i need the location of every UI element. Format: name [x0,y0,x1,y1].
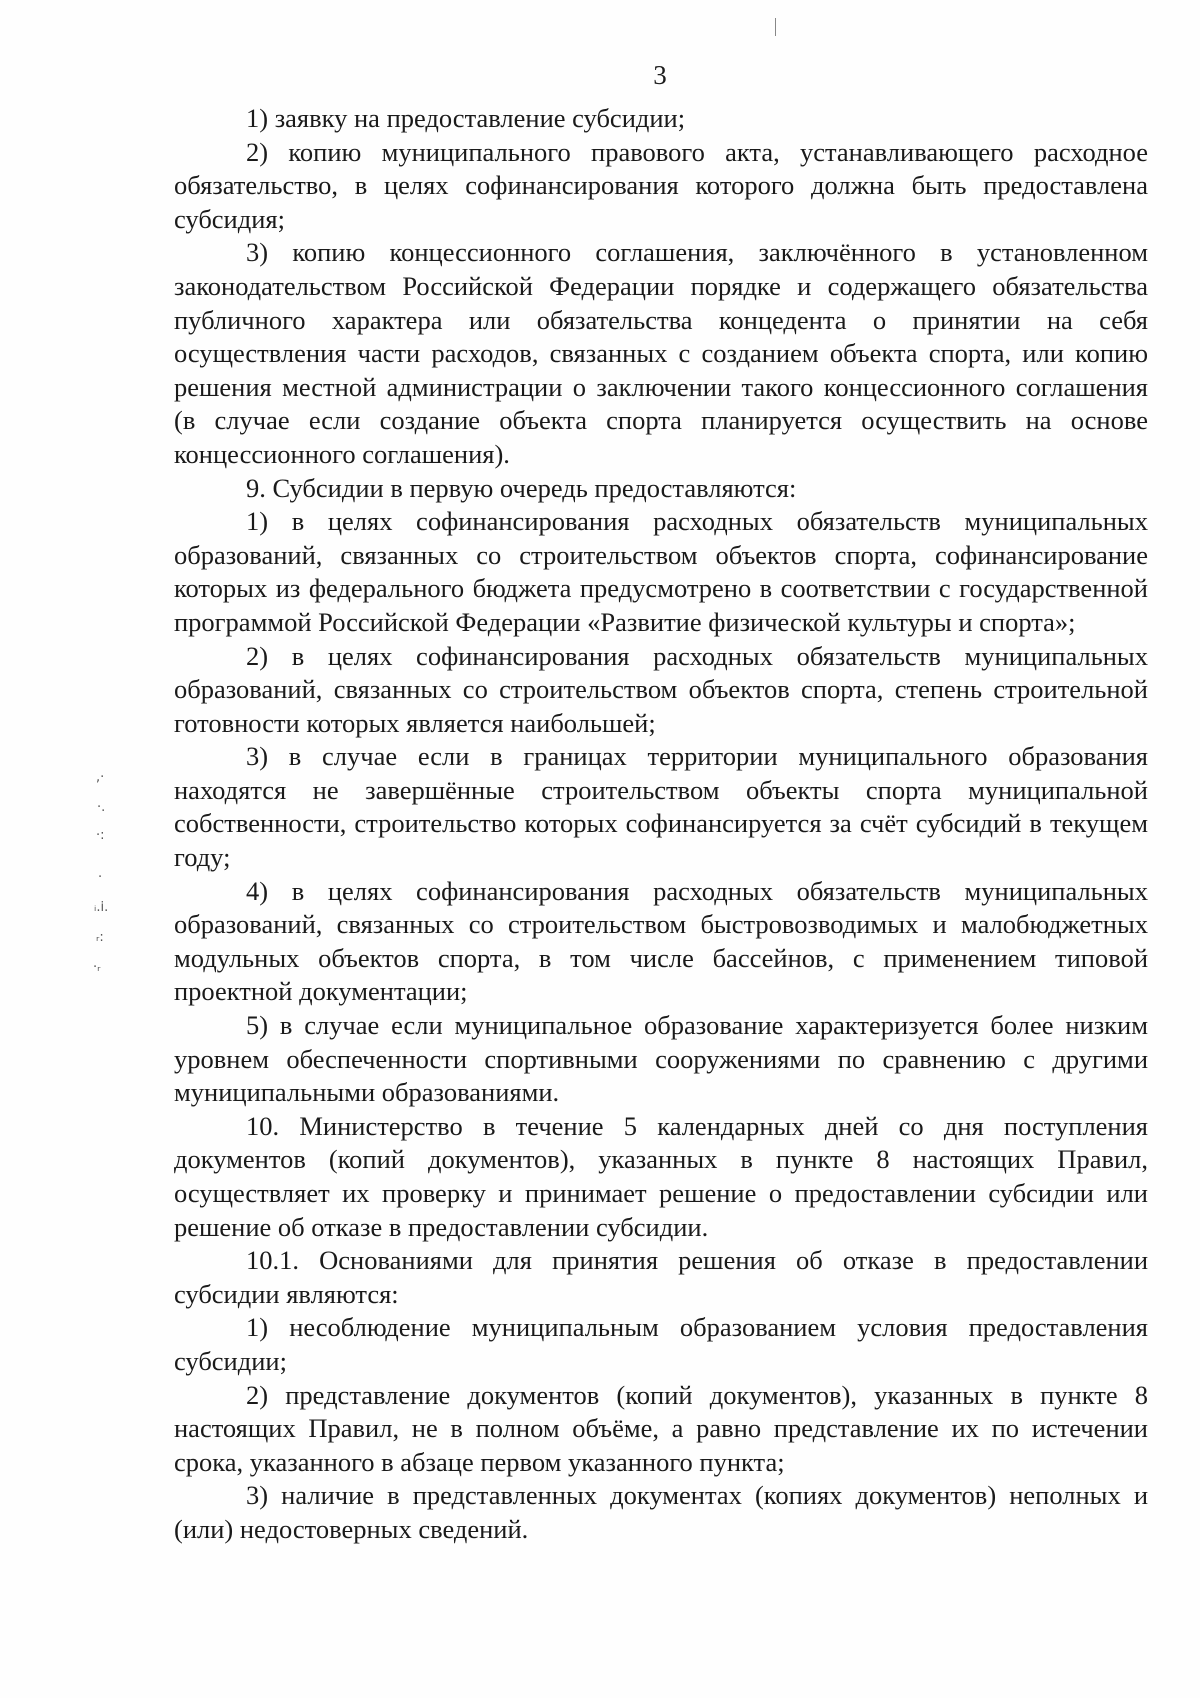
paragraph-clause-9-item-3: 3) в случае если в границах территории муниципального образования находятся не завершённые строительством объекты спорта муниципальной собственности, строительство которых софинансируется за счёт субсидий в текущем году; [174,741,1148,873]
paragraph-clause-9-item-5: 5) в случае если муниципальное образование характеризуется более низким уровнем обеспеченности спортивными сооружениями по сравнению с другими муниципальными образованиями. [174,1010,1148,1108]
scan-artifact: ·: [96,828,105,843]
paragraph-clause-10: 10. Министерство в течение 5 календарных дней со дня поступления документов (копий документов), указанных в пункте 8 настоящих Правил, осуществляет их проверку и принимает решение о предоставлении субсидии или решение об отказе в предоставлении субсидии. [174,1110,1148,1242]
scan-artifact: ,· [96,770,105,785]
paragraph-clause-10-1-item-3: 3) наличие в представленных документах (копиях документов) неполных и (или) недостоверных сведений. [174,1480,1148,1544]
paragraph-item-2-legal-act: 2) копию муниципального правового акта, устанавливающего расходное обязательство, в целях софинансирования которого должна быть предоставлена субсидия; [174,136,1148,234]
paragraph-clause-10-1-item-2: 2) представление документов (копий документов), указанных в пункте 8 настоящих Правил, не в полном объёме, а равно представление их по истечении срока, указанного в абзаце первом указанного пункта; [174,1379,1148,1477]
scan-artifact: ᵢ.i. [94,900,109,915]
scan-artifact: ·. [97,800,106,815]
paragraph-clause-9-item-1: 1) в целях софинансирования расходных обязательств муниципальных образований, связанных со строительством объектов спорта, софинансирование которых из федерального бюджета предусмотрено в соответствии с государственной программой Российской Федерации «Развитие физической культуры и спорта»; [174,506,1148,637]
scan-artifact: · [98,870,103,885]
paragraph-clause-10-1-item-1: 1) несоблюдение муниципальным образованием условия предоставления субсидии; [174,1312,1148,1376]
paragraph-clause-9: 9. Субсидии в первую очередь предоставляются: [246,472,797,503]
scan-artifact: ·ᵣ [93,960,101,975]
scan-fold-mark [775,18,776,36]
paragraph-clause-9-item-2: 2) в целях софинансирования расходных обязательств муниципальных образований, связанных со строительством объектов спорта, степень строительной готовности которых является наибольшей; [174,640,1148,738]
paragraph-item-1-application: 1) заявку на предоставление субсидии; [246,103,686,133]
document-body [174,102,1148,1547]
page-number: 3 [653,60,667,90]
paragraph-clause-10-1: 10.1. Основаниями для принятия решения об отказе в предоставлении субсидии являются: [174,1245,1148,1309]
scan-artifact: ᵣ: [96,930,104,945]
paragraph-clause-9-item-4: 4) в целях софинансирования расходных обязательств муниципальных образований, связанных со строительством быстровозводимых и малобюджетных модульных объектов спорта, в том числе бассейнов, с применением типовой проектной документации; [174,875,1148,1007]
paragraph-item-3-concession: 3) копию концессионного соглашения, заключённого в установленном законодательством Российской Федерации порядке и содержащего обязательства публичного характера или обязательства концедента о принятии на себя осуществления части расходов, связанных с созданием объекта спорта, или копию решения местной администрации о заключении такого концессионного соглашения (в случае если создание объекта спорта планируется осуществить на основе концессионного соглашения). [174,237,1148,469]
